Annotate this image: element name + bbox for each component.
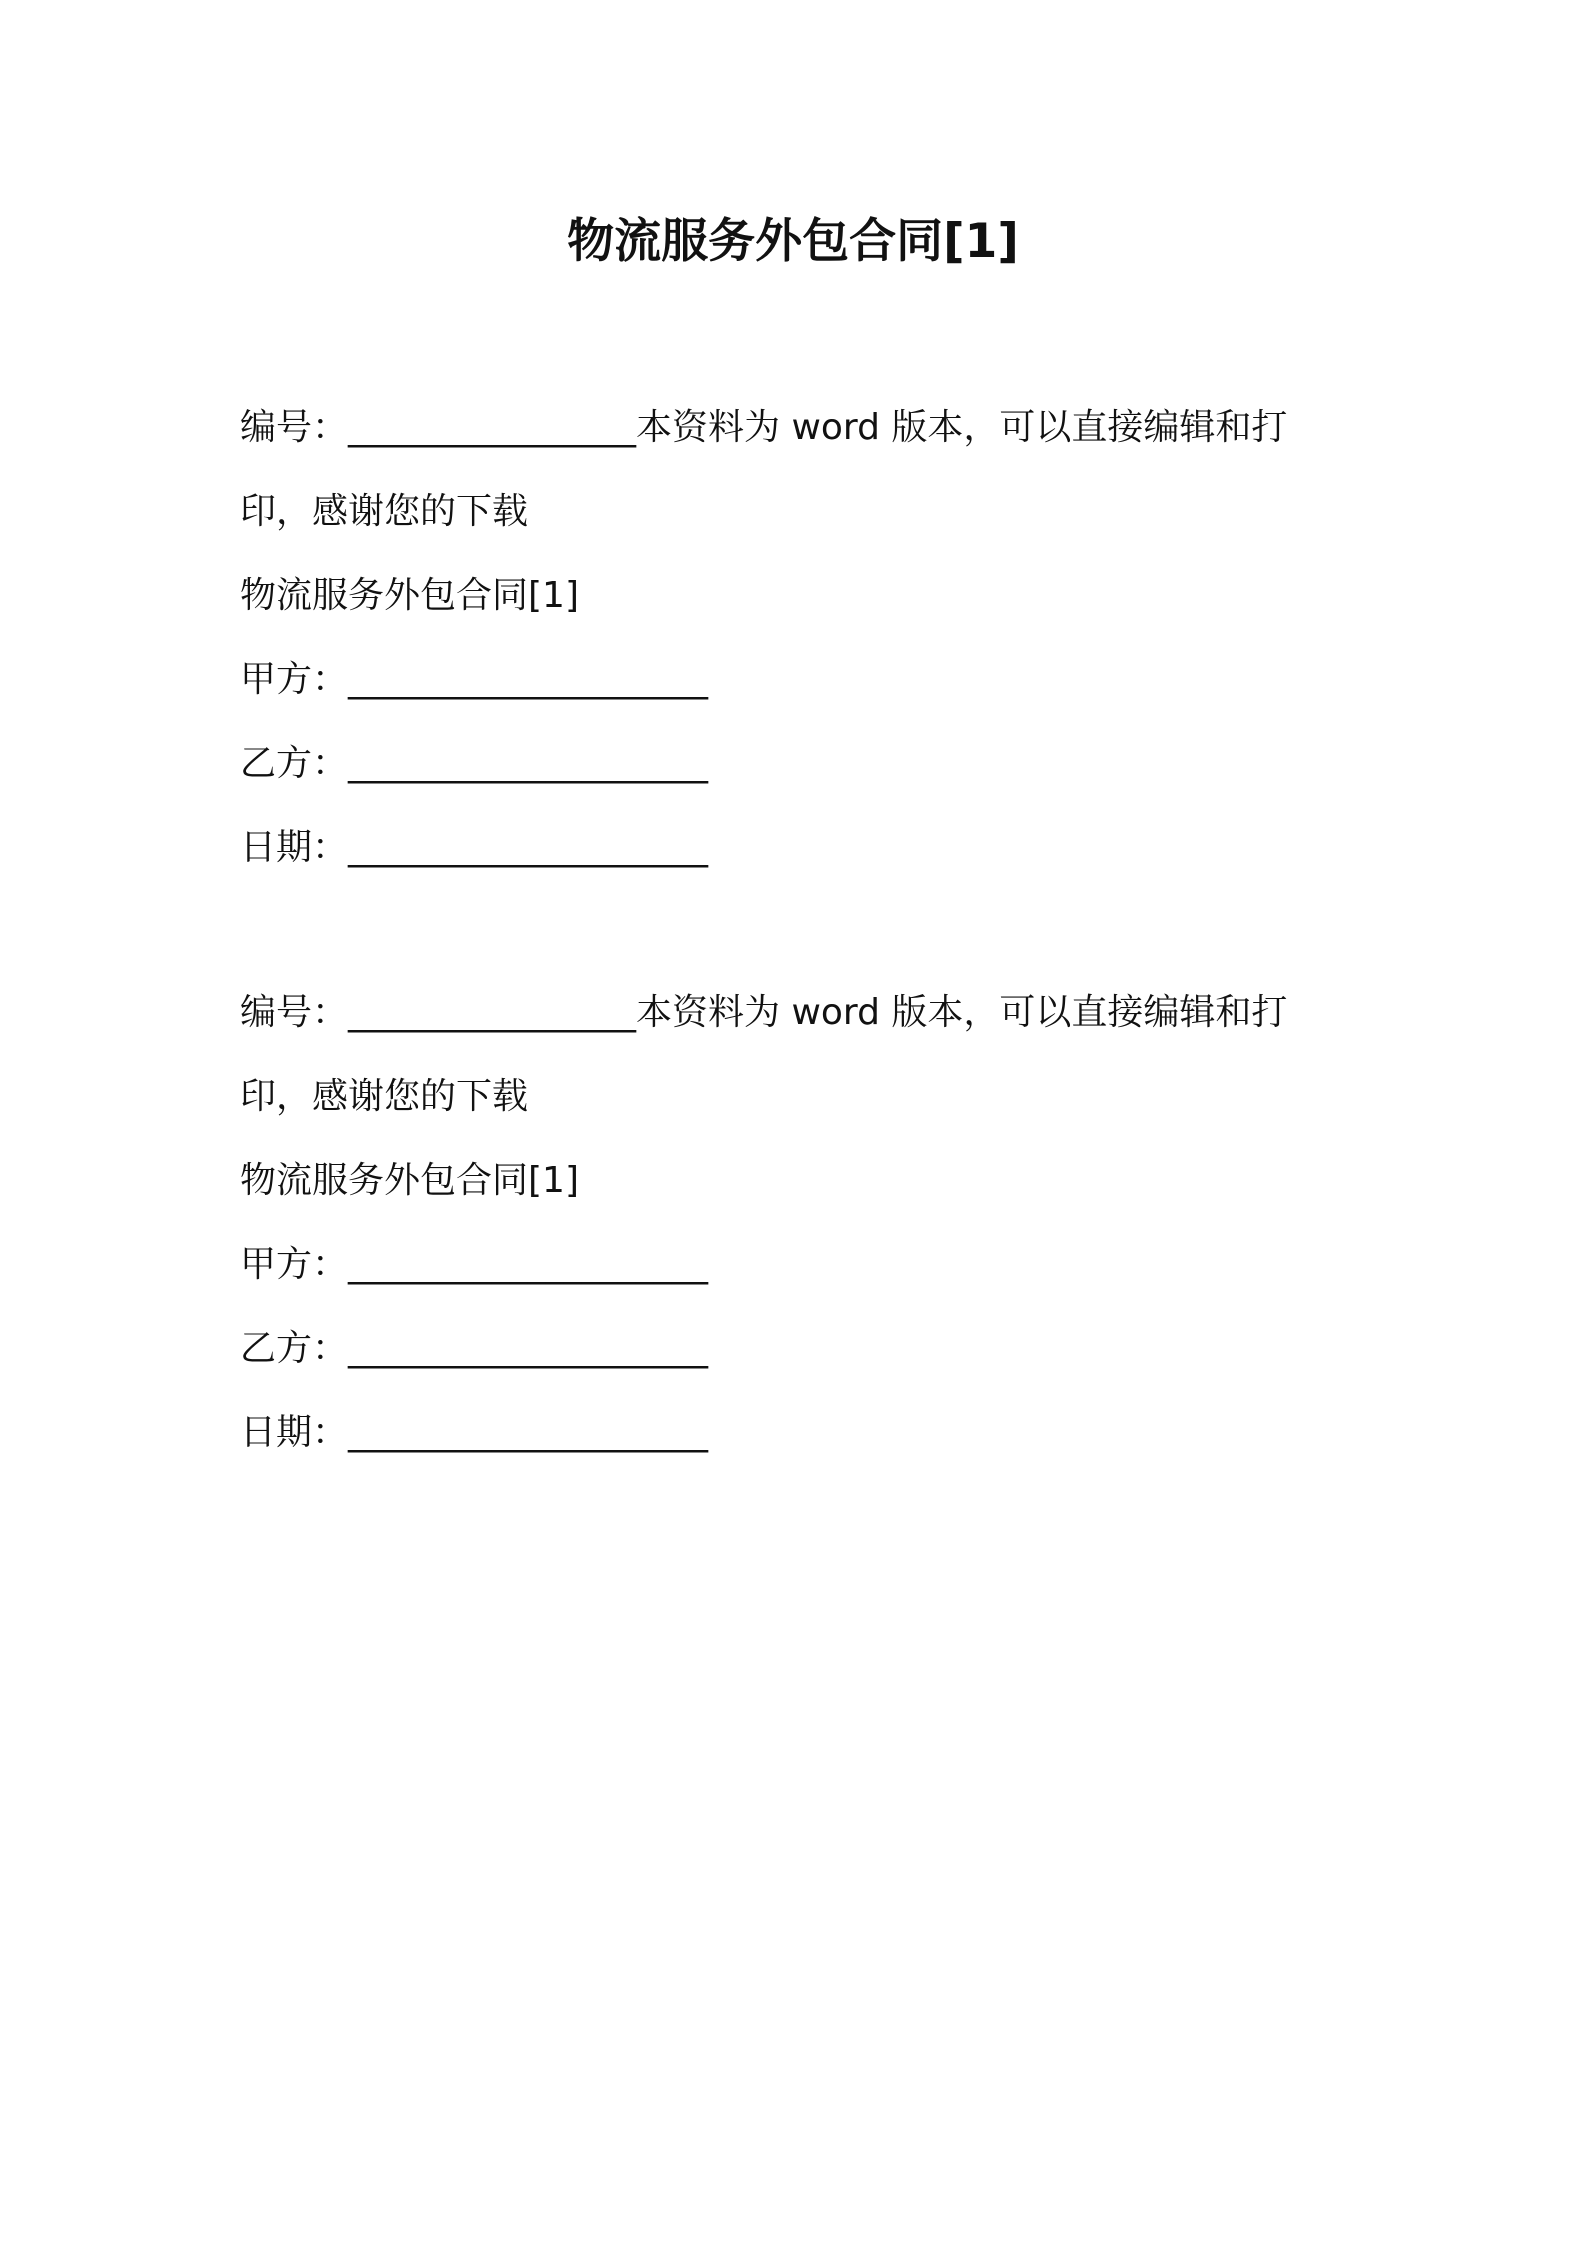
contract-header-block-2: [240, 985, 1360, 1461]
download-notice-line-1: 编号：________________本资料为 word 版本，可以直接编辑和打: [240, 992, 1288, 1033]
date-field: 日期：____________________: [240, 1412, 709, 1453]
document-title: 物流服务外包合同[1]: [567, 214, 1019, 269]
party-a-field: 甲方：____________________: [240, 659, 709, 700]
contract-header-block-1: [240, 400, 1360, 876]
download-notice-line-2: 印，感谢您的下载: [240, 491, 529, 532]
contract-subtitle: 物流服务外包合同[1]: [240, 1160, 579, 1201]
download-notice-line-1: 编号：________________本资料为 word 版本，可以直接编辑和打: [240, 407, 1288, 448]
download-notice-line-2: 印，感谢您的下载: [240, 1076, 529, 1117]
date-field: 日期：____________________: [240, 827, 709, 868]
party-a-field: 甲方：____________________: [240, 1244, 709, 1285]
download-notice: [240, 400, 1360, 540]
contract-subtitle: 物流服务外包合同[1]: [240, 575, 579, 616]
party-b-field: 乙方：____________________: [240, 1328, 709, 1369]
download-notice: [240, 985, 1360, 1125]
party-b-field: 乙方：____________________: [240, 743, 709, 784]
